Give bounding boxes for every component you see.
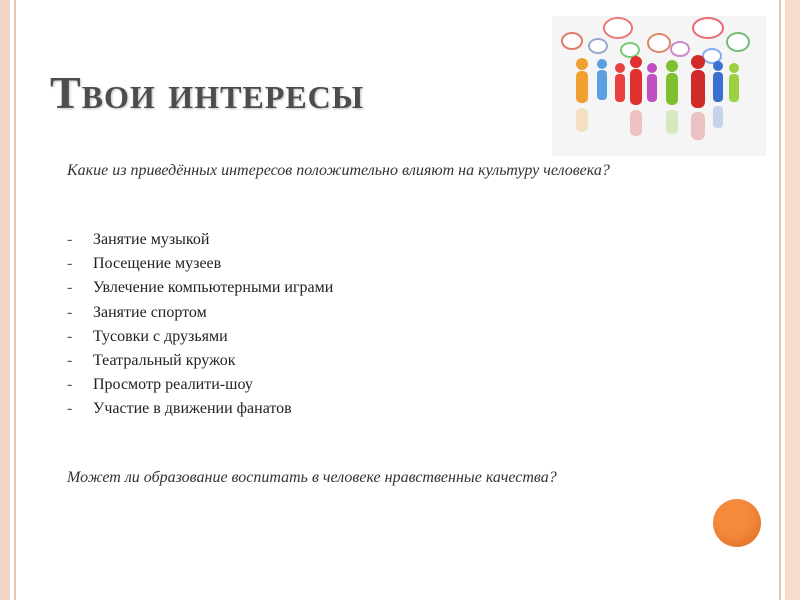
- list-item: [67, 325, 333, 349]
- list-item-label: Занятие музыкой: [93, 231, 210, 248]
- list-item: [67, 349, 333, 373]
- list-item-label: Участие в движении фанатов: [93, 400, 292, 418]
- right-border-decoration: [785, 0, 800, 600]
- list-item-label: Посещение музеев: [93, 255, 222, 273]
- list-item: [67, 373, 333, 397]
- list-marker: -: [67, 400, 73, 418]
- right-border-line: [779, 0, 781, 600]
- list-item: [67, 276, 333, 300]
- list-marker: -: [67, 279, 73, 297]
- list-marker: -: [67, 376, 73, 394]
- list-item-label: Просмотр реалити-шоу: [93, 376, 253, 394]
- orange-circle-decoration: [713, 499, 761, 547]
- list-marker: -: [67, 303, 73, 321]
- list-item: [67, 252, 333, 276]
- list-item-label: Увлечение компьютерными играми: [93, 279, 334, 297]
- list-item-label: Занятие спортом: [93, 303, 207, 321]
- question-text: Какие из приведённых интересов положительно влияют на культуру человека?: [67, 162, 610, 179]
- list-marker: -: [67, 231, 73, 248]
- people-speech-bubbles-image: [552, 16, 766, 156]
- second-question-text: Может ли образование воспитать в человеке нравственные качества?: [67, 469, 557, 486]
- list-item: [67, 228, 333, 252]
- list-marker: -: [67, 352, 73, 370]
- list-item: [67, 397, 333, 421]
- left-border-line: [14, 0, 16, 600]
- list-item-label: Тусовки с друзьями: [93, 327, 228, 345]
- interests-list: [67, 228, 333, 422]
- list-marker: -: [67, 255, 73, 273]
- list-item: [67, 301, 333, 325]
- list-marker: -: [67, 327, 73, 345]
- left-border-decoration: [0, 0, 10, 600]
- slide-title: Твои интересы: [50, 67, 365, 118]
- list-item-label: Театральный кружок: [93, 352, 236, 370]
